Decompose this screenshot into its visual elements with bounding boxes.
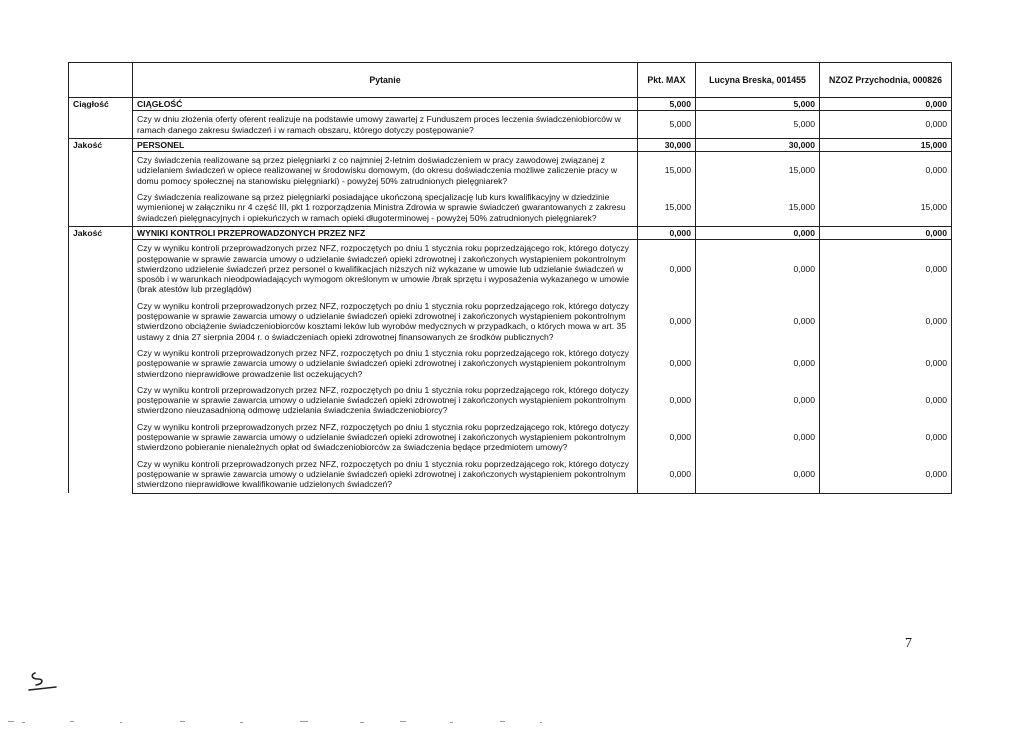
section-row [69, 226, 952, 239]
category-label [69, 382, 133, 419]
category-label [69, 419, 133, 456]
score-offer-2: 0,000 [820, 240, 952, 298]
question-text: Czy w wyniku kontroli przeprowadzonych przez NFZ, rozpoczętych po dniu 1 stycznia roku poprzedzającego rok, którego dotyczy postępowanie w sprawie zawarcia umowy o udzielanie świadczeń opieki zdrowotnej i zakończonych wystąpieniem pokontrolnym stwierdzono nieprawidłowe kwalifikowanie udzielonych świadczeń? [133, 456, 638, 493]
question-row [69, 111, 952, 139]
score-offer-2: 15,000 [820, 138, 952, 151]
score-offer-1: 15,000 [696, 189, 820, 226]
question-row [69, 345, 952, 382]
max-score: 15,000 [638, 152, 696, 189]
max-score: 5,000 [638, 111, 696, 139]
scan-edge-noise [0, 718, 1024, 726]
score-offer-2: 0,000 [820, 111, 952, 139]
question-text: Czy w wyniku kontroli przeprowadzonych przez NFZ, rozpoczętych po dniu 1 stycznia roku poprzedzającego rok, którego dotyczy postępowanie w sprawie zawarcia umowy o udzielanie świadczeń opieki zdrowotnej i zakończonych wystąpieniem pokontrolnym stwierdzono nieuzasadnioną odmowę udzielania świadczenia świadczeniobiorcy? [133, 382, 638, 419]
header-max-points: Pkt. MAX [638, 63, 696, 98]
question-text: Czy w dniu złożenia oferty oferent realizuje na podstawie umowy zawartej z Funduszem proces leczenia świadczeniobiorców w ramach danego zakresu świadczeń i w ramach obszaru, którego dotyczy postępowanie? [133, 111, 638, 139]
header-category [69, 63, 133, 98]
question-text: Czy w wyniku kontroli przeprowadzonych przez NFZ, rozpoczętych po dniu 1 stycznia roku poprzedzającego rok, którego dotyczy postępowanie w sprawie zawarcia umowy o udzielanie świadczeń opieki zdrowotnej i zakończonych wystąpieniem pokontrolnym stwierdzono nieprawidłowe prowadzenie list oczekujących? [133, 345, 638, 382]
question-row [69, 189, 952, 226]
section-title: PERSONEL [133, 138, 638, 151]
score-offer-2: 0,000 [820, 456, 952, 493]
question-row [69, 382, 952, 419]
score-offer-1: 0,000 [696, 419, 820, 456]
score-offer-1: 5,000 [696, 111, 820, 139]
question-row [69, 298, 952, 345]
category-label [69, 298, 133, 345]
max-score: 0,000 [638, 382, 696, 419]
score-offer-1: 15,000 [696, 152, 820, 189]
question-row [69, 419, 952, 456]
score-offer-2: 0,000 [820, 345, 952, 382]
question-text: Czy świadczenia realizowane są przez pielęgniarki z co najmniej 2-letnim doświadczeniem w pracy zawodowej związanej z udzielaniem świadczeń w opiece realizowanej w środowisku domowym, (do okresu doświadczenia możliwe zaliczenie pracy w domu pomocy społecznej na stanowisku pielęgniarki) - powyżej 50% zatrudnionych pielęgniarek? [133, 152, 638, 189]
max-score: 0,000 [638, 419, 696, 456]
score-offer-2: 0,000 [820, 152, 952, 189]
score-offer-1: 0,000 [696, 240, 820, 298]
max-score: 0,000 [638, 240, 696, 298]
section-row [69, 138, 952, 151]
score-offer-2: 0,000 [820, 226, 952, 239]
section-title: WYNIKI KONTROLI PRZEPROWADZONYCH PRZEZ NFZ [133, 226, 638, 239]
category-label [69, 152, 133, 189]
question-row [69, 152, 952, 189]
max-score: 5,000 [638, 98, 696, 111]
score-offer-1: 0,000 [696, 456, 820, 493]
category-label [69, 240, 133, 298]
header-offer-1: Lucyna Breska, 001455 [696, 63, 820, 98]
header-row [69, 63, 952, 98]
page-number: 7 [905, 636, 912, 651]
question-text: Czy w wyniku kontroli przeprowadzonych przez NFZ, rozpoczętych po dniu 1 stycznia roku poprzedzającego rok, którego dotyczy postępowanie w sprawie zawarcia umowy o udzielanie świadczeń opieki zdrowotnej i zakończonych wystąpieniem pokontrolnym stwierdzono pobieranie nienależnych opłat od świadczeniobiorców za świadczenia będące przedmiotem umowy? [133, 419, 638, 456]
category-label [69, 456, 133, 493]
evaluation-table [68, 62, 952, 494]
category-label: Jakość [69, 138, 133, 151]
category-label: Jakość [69, 226, 133, 239]
question-text: Czy świadczenia realizowane są przez pielęgniarki posiadające ukończoną specjalizację lub kurs kwalifikacyjny w dziedzinie wymienionej w załączniku nr 4 część III, pkt 1 rozporządzenia Ministra Zdrowia w sprawie świadczeń gwarantowanych z zakresu świadczeń pielęgnacyjnych i opiekuńczych w ramach opieki długoterminowej - powyżej 50% zatrudnionych pielęgniarek? [133, 189, 638, 226]
category-label [69, 189, 133, 226]
score-offer-1: 0,000 [696, 345, 820, 382]
signature-icon [26, 666, 60, 694]
score-offer-1: 30,000 [696, 138, 820, 151]
score-offer-2: 0,000 [820, 298, 952, 345]
score-offer-2: 15,000 [820, 189, 952, 226]
category-label: Ciągłość [69, 98, 133, 111]
score-offer-2: 0,000 [820, 382, 952, 419]
header-offer-2: NZOZ Przychodnia, 000826 [820, 63, 952, 98]
question-text: Czy w wyniku kontroli przeprowadzonych przez NFZ, rozpoczętych po dniu 1 stycznia roku poprzedzającego rok, którego dotyczy postępowanie w sprawie zawarcia umowy o udzielanie świadczeń opieki zdrowotnej i zakończonych wystąpieniem pokontrolnym stwierdzono udzielenie świadczeń przez personel o kwalifikacjach niższych niż wykazane w umowie lub udzielanie świadczeń w sposób i w warunkach nieodpowiadających wymogom określonym w umowie /brak sprzętu i wyposażenia wykazanego w umowie (brak atestów lub przeglądów) [133, 240, 638, 298]
question-text: Czy w wyniku kontroli przeprowadzonych przez NFZ, rozpoczętych po dniu 1 stycznia roku poprzedzającego rok, którego dotyczy postępowanie w sprawie zawarcia umowy o udzielanie świadczeń opieki zdrowotnej i zakończonych wystąpieniem pokontrolnym stwierdzono obciążenie świadczeniobiorców kosztami leków lub wyrobów medycznych w przypadkach, o których mowa w art. 35 ustawy z dnia 27 sierpnia 2004 r. o świadczeniach opieki zdrowotnej finansowanych ze środków publicznych? [133, 298, 638, 345]
max-score: 30,000 [638, 138, 696, 151]
max-score: 0,000 [638, 345, 696, 382]
question-row [69, 456, 952, 493]
max-score: 0,000 [638, 226, 696, 239]
category-label [69, 111, 133, 139]
max-score: 0,000 [638, 298, 696, 345]
score-offer-1: 0,000 [696, 382, 820, 419]
max-score: 0,000 [638, 456, 696, 493]
score-offer-1: 0,000 [696, 226, 820, 239]
score-offer-1: 0,000 [696, 298, 820, 345]
section-title: CIĄGŁOŚĆ [133, 98, 638, 111]
score-offer-2: 0,000 [820, 419, 952, 456]
question-row [69, 240, 952, 298]
section-row [69, 98, 952, 111]
score-offer-1: 5,000 [696, 98, 820, 111]
category-label [69, 345, 133, 382]
max-score: 15,000 [638, 189, 696, 226]
header-question: Pytanie [133, 63, 638, 98]
score-offer-2: 0,000 [820, 98, 952, 111]
